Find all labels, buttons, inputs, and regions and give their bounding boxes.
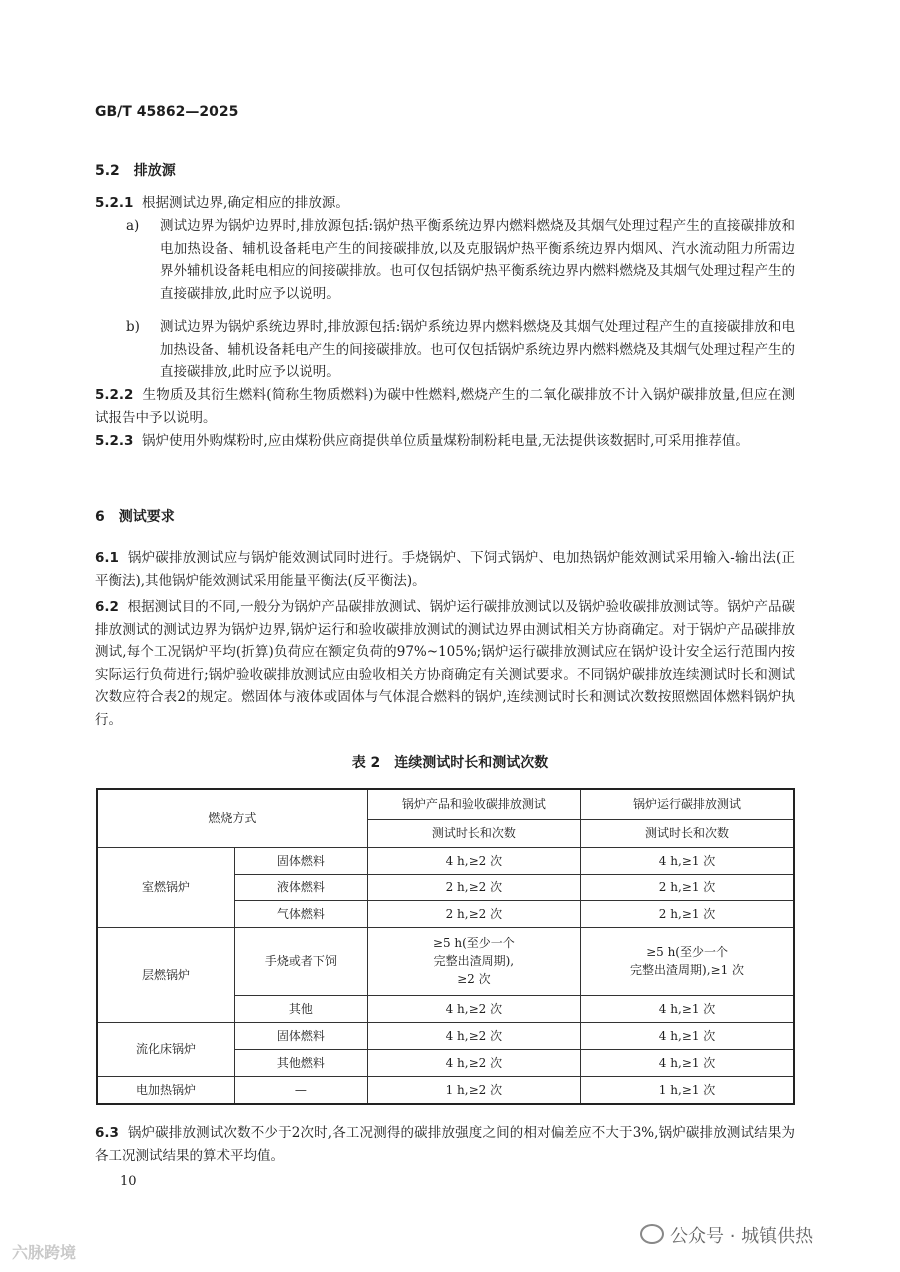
product-cell: 2 h,≥2 次 [367, 874, 580, 900]
header-combustion-method: 燃烧方式 [97, 789, 367, 847]
table-title: 表 2 连续测试时长和测试次数 [351, 755, 549, 771]
clause-number: 6.2 [95, 599, 119, 615]
fuel-cell: 其他 [235, 995, 368, 1022]
clause-6-2 [95, 596, 795, 731]
product-cell: 4 h,≥2 次 [367, 995, 580, 1022]
product-line: 完整出渣周期), [433, 954, 515, 968]
table-row [97, 1022, 794, 1049]
section-5-2-title: 5.2 排放源 [95, 163, 176, 179]
product-cell: 4 h,≥2 次 [367, 1049, 580, 1076]
table-row [97, 847, 794, 874]
product-line: ≥2 次 [457, 972, 491, 986]
clause-text: 根据测试边界,确定相应的排放源。 [142, 195, 349, 211]
fuel-cell: 气体燃料 [235, 900, 368, 927]
operation-cell: 4 h,≥1 次 [581, 1022, 794, 1049]
clause-text: 锅炉碳排放测试应与锅炉能效测试同时进行。手烧锅炉、下饲式锅炉、电加热锅炉能效测试采用输入-输出法(正平衡法),其他锅炉能效测试采用能量平衡法(反平衡法)。 [95, 550, 795, 589]
list-item-a: 测试边界为锅炉边界时,排放源包括:锅炉热平衡系统边界内燃料燃烧及其烟气处理过程产生的直接碳排放和电加热设备、辅机设备耗电产生的间接碳排放,以及克服锅炉热平衡系统边界内烟风、汽水流动阻力所需边界外辅机设备耗电相应的间接碳排放。也可仅包括锅炉热平衡系统边界内燃料燃烧及其烟气处理过程产生的直接碳排放,此时应予以说明。 [160, 218, 795, 302]
wechat-watermark [640, 1222, 813, 1248]
clause-number: 5.2.2 [95, 387, 134, 403]
clause-text: 生物质及其衍生燃料(简称生物质燃料)为碳中性燃料,燃烧产生的二氧化碳排放不计入锅炉碳排放量,但应在测试报告中予以说明。 [95, 387, 795, 426]
subheader-product: 测试时长和次数 [367, 819, 580, 847]
clause-text: 锅炉碳排放测试次数不少于2次时,各工况测得的碳排放强度之间的相对偏差应不大于3%,锅炉碳排放测试结果为各工况测试结果的算术平均值。 [95, 1125, 795, 1164]
clause-number: 6.1 [95, 550, 119, 566]
watermark-text: 公众号 · 城镇供热 [670, 1226, 814, 1247]
operation-cell: 2 h,≥1 次 [581, 900, 794, 927]
product-cell: 4 h,≥2 次 [367, 1022, 580, 1049]
header-operation-test: 锅炉运行碳排放测试 [581, 789, 794, 819]
standard-number: GB/T 45862—2025 [95, 104, 239, 120]
clause-5-2-1 [95, 192, 795, 215]
operation-cell: 2 h,≥1 次 [581, 874, 794, 900]
test-duration-table [96, 788, 795, 1105]
wechat-icon [640, 1224, 664, 1244]
clause-text: 根据测试目的不同,一般分为锅炉产品碳排放测试、锅炉运行碳排放测试以及锅炉验收碳排放测试等。锅炉产品碳排放测试的测试边界为锅炉边界,锅炉运行和验收碳排放测试的测试边界由测试相关方协商确定。对于锅炉产品碳排放测试,每个工况锅炉平均(折算)负荷应在额定负荷的97%~105%;锅炉运行碳排放测试应在锅炉设计安全运行范围内按实际运行负荷进行;锅炉验收碳排放测试应由验收相关方协商确定有关测试要求。不同锅炉碳排放连续测试时长和测试次数应符合表2的规定。燃固体与液体或固体与气体混合燃料的锅炉,连续测试时长和测试次数按照燃固体燃料锅炉执行。 [95, 599, 795, 728]
fuel-cell: 其他燃料 [235, 1049, 368, 1076]
operation-cell: 4 h,≥1 次 [581, 995, 794, 1022]
fuel-cell: 液体燃料 [235, 874, 368, 900]
section-6-title: 6 测试要求 [95, 509, 175, 525]
operation-cell: 1 h,≥1 次 [581, 1076, 794, 1104]
header-product-test: 锅炉产品和验收碳排放测试 [367, 789, 580, 819]
fuel-cell: 固体燃料 [235, 847, 368, 874]
clause-text: 锅炉使用外购煤粉时,应由煤粉供应商提供单位质量煤粉制粉耗电量,无法提供该数据时,可采用推荐值。 [142, 433, 749, 449]
page-number: 10 [120, 1174, 137, 1189]
operation-cell: 4 h,≥1 次 [581, 847, 794, 874]
corner-watermark: 六脉跨境 [12, 1243, 77, 1262]
table-row [97, 1076, 794, 1104]
fuel-cell: 手烧或者下饲 [235, 927, 368, 995]
product-cell: 4 h,≥2 次 [367, 847, 580, 874]
clause-6-3 [95, 1122, 795, 1167]
product-line: ≥5 h(至少一个 [432, 936, 515, 950]
list-item-b: 测试边界为锅炉系统边界时,排放源包括:锅炉系统边界内燃料燃烧及其烟气处理过程产生的直接碳排放和电加热设备、辅机设备耗电产生的间接碳排放。也可仅包括锅炉系统边界内燃料燃烧及其烟气处理过程产生的直接碳排放,此时应予以说明。 [160, 319, 795, 380]
group-electric-boiler: 电加热锅炉 [97, 1076, 235, 1104]
group-chamber-boiler: 室燃锅炉 [97, 847, 235, 927]
clause-5-2-3 [95, 430, 795, 453]
clause-number: 5.2.1 [95, 195, 134, 211]
product-cell [367, 927, 580, 995]
operation-line: ≥5 h(至少一个 [646, 945, 728, 959]
clause-5-2-2 [95, 384, 795, 429]
fuel-cell: — [235, 1076, 368, 1104]
group-fluidized-bed-boiler: 流化床锅炉 [97, 1022, 235, 1076]
clause-6-1 [95, 547, 795, 592]
product-cell: 2 h,≥2 次 [367, 900, 580, 927]
clause-number: 5.2.3 [95, 433, 134, 449]
operation-cell: 4 h,≥1 次 [581, 1049, 794, 1076]
subheader-operation: 测试时长和次数 [581, 819, 794, 847]
operation-cell [581, 927, 794, 995]
group-grate-boiler: 层燃锅炉 [97, 927, 235, 1022]
list-marker-b: b) [126, 319, 140, 335]
product-cell: 1 h,≥2 次 [367, 1076, 580, 1104]
table-row [97, 927, 794, 995]
list-marker-a: a) [126, 218, 140, 234]
clause-number: 6.3 [95, 1125, 119, 1141]
operation-line: 完整出渣周期),≥1 次 [630, 963, 745, 977]
fuel-cell: 固体燃料 [235, 1022, 368, 1049]
